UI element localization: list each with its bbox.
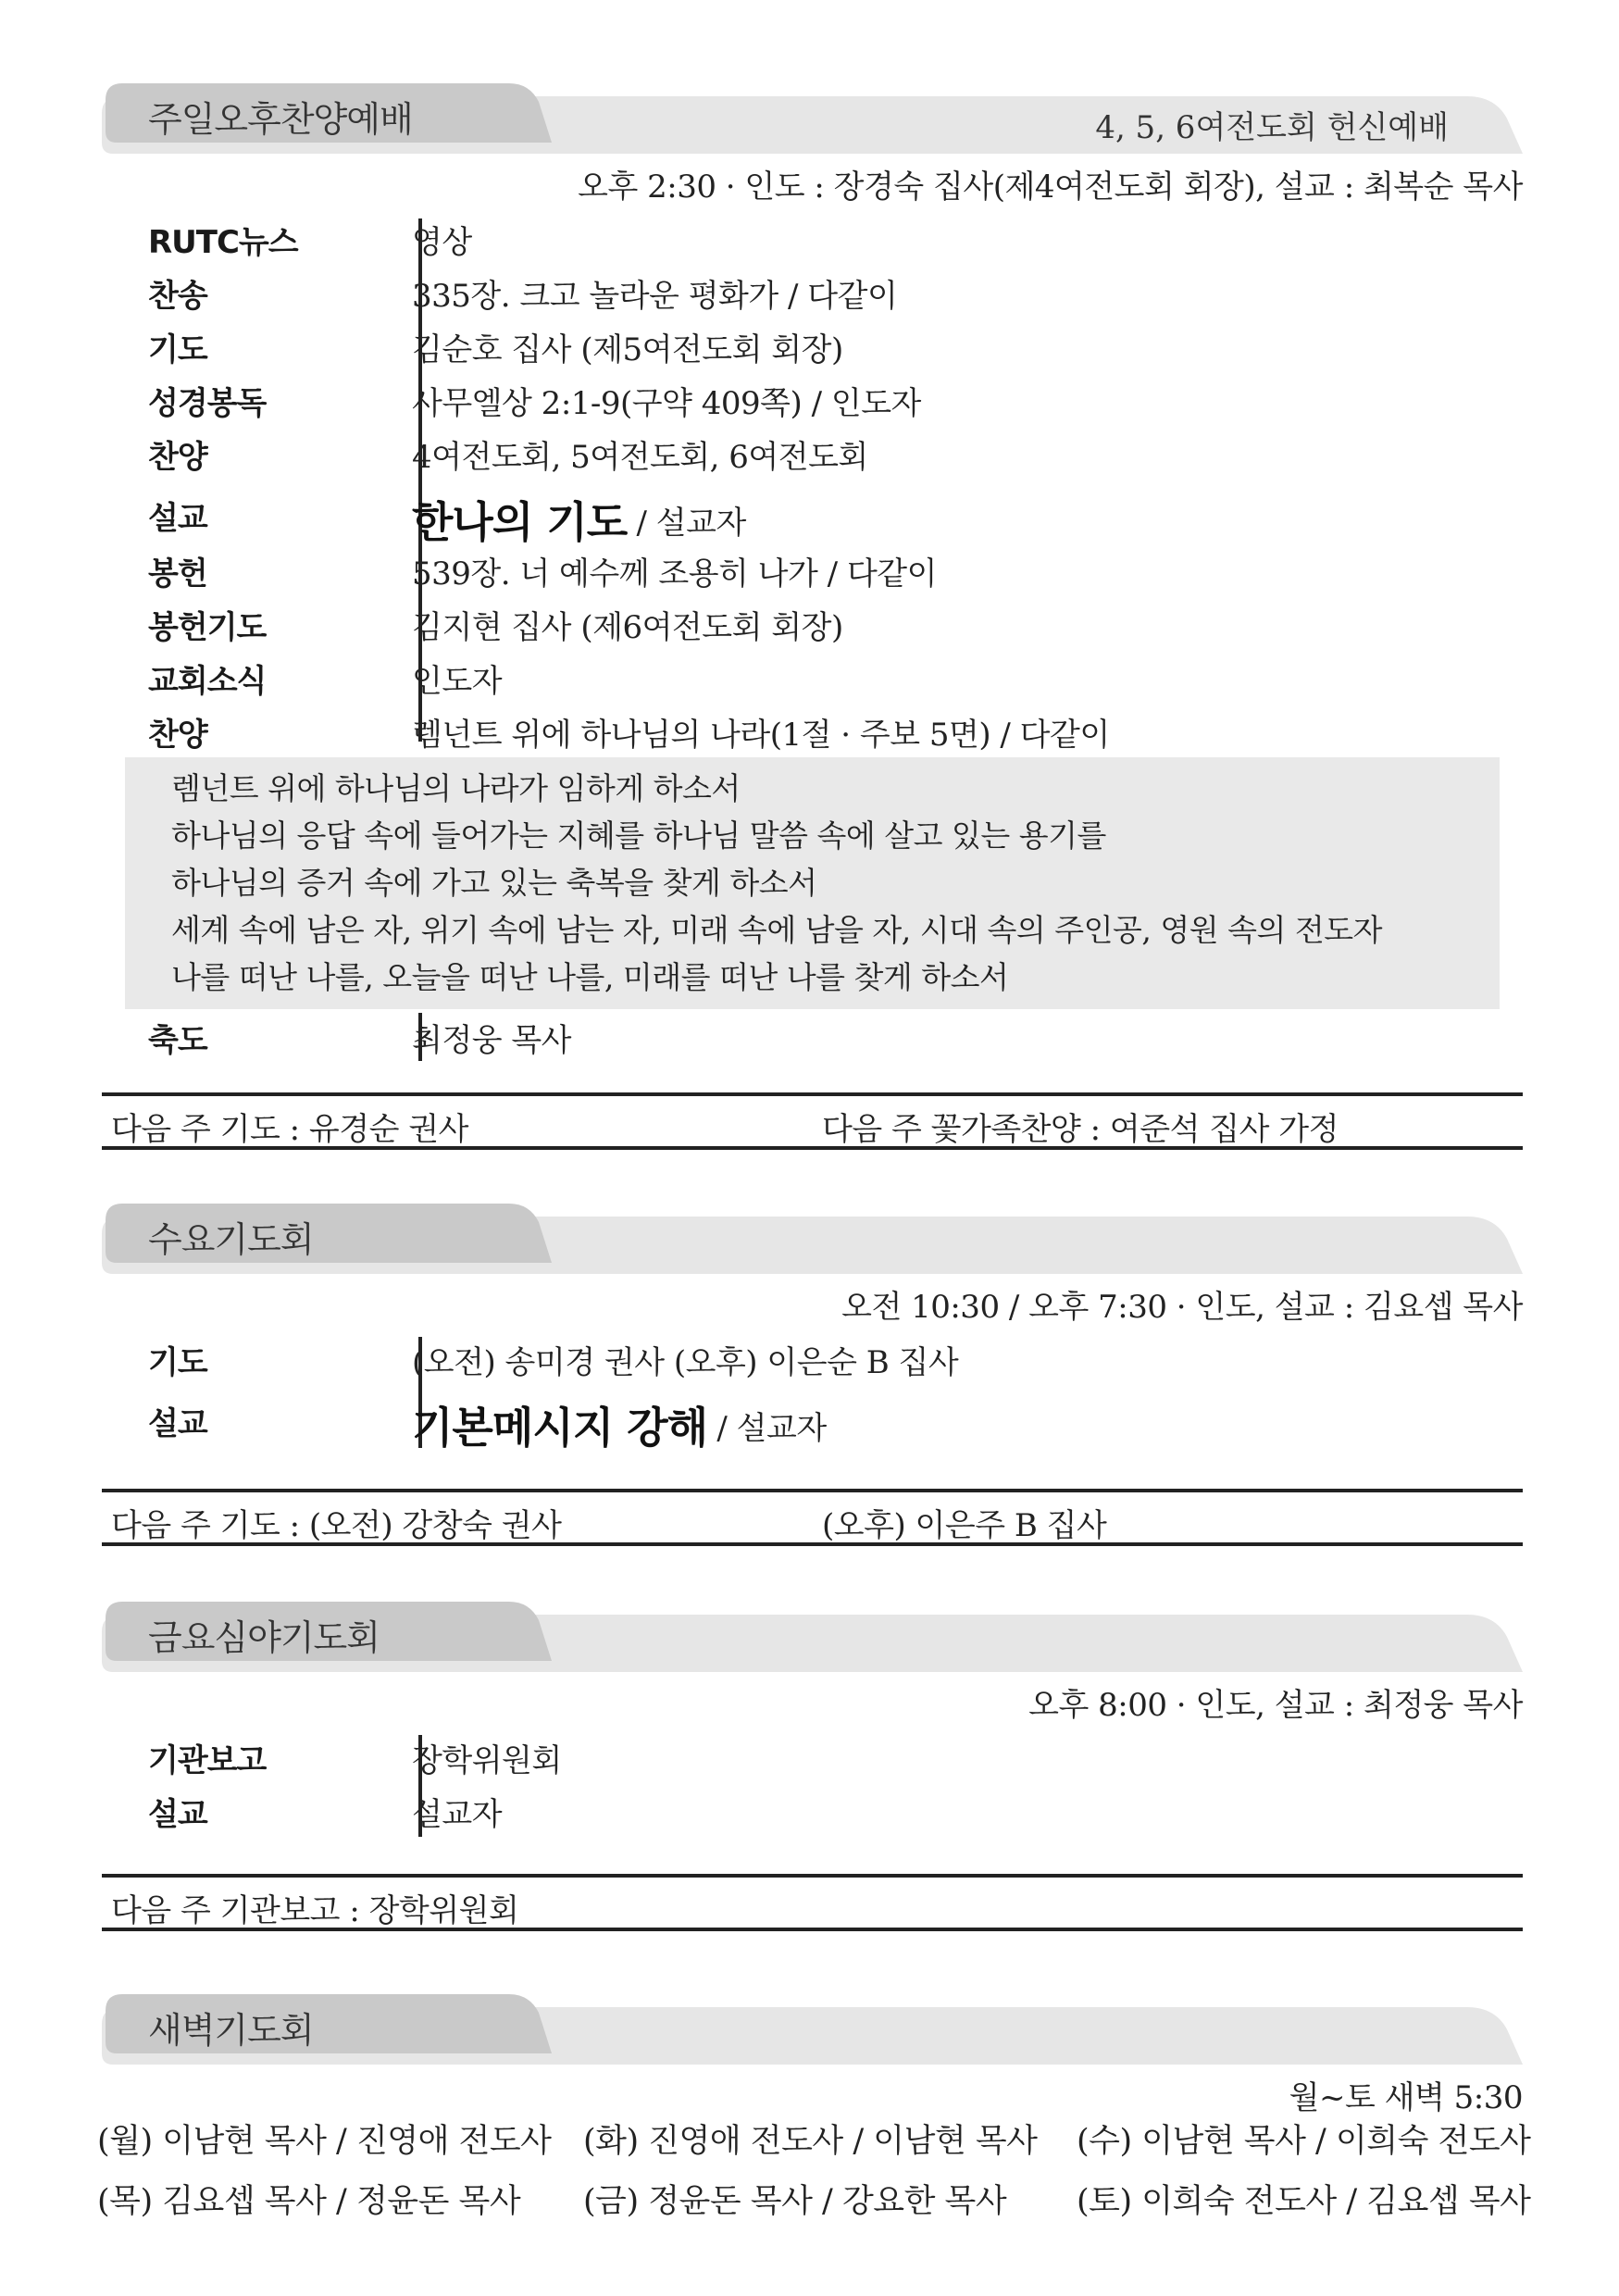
list-item-sermon — [139, 1385, 1523, 1453]
next-week-box — [102, 1489, 1523, 1546]
list-item — [139, 596, 1523, 650]
item-label: 기도 — [148, 1344, 207, 1381]
next-week-flower: 다음 주 꽃가족찬양 : 여준석 집사 가정 — [822, 1111, 1339, 1148]
next-week-box — [102, 1092, 1523, 1150]
section-subtitle: 4, 5, 6여전도회 헌신예배 — [1095, 109, 1449, 146]
dawn-schedule-fri: (금) 정윤돈 목사 / 강요한 목사 — [583, 2183, 1007, 2220]
item-value: 인도자 — [412, 663, 503, 700]
section-title: 새벽기도회 — [148, 2010, 314, 2051]
item-label: 기관보고 — [148, 1742, 267, 1779]
wednesday-prayer-section — [102, 1202, 1523, 1546]
list-item — [139, 426, 1523, 480]
item-label: 봉헌기도 — [148, 609, 267, 646]
section-title: 주일오후찬양예배 — [148, 99, 413, 140]
sunday-service-section — [102, 81, 1523, 1155]
item-value: 4여전도회, 5여전도회, 6여전도회 — [412, 439, 868, 476]
benediction-row — [139, 1009, 1523, 1063]
item-value — [412, 485, 746, 546]
item-label: 설교 — [148, 1796, 207, 1833]
item-label: 축도 — [148, 1022, 207, 1059]
sermon-suffix: / 설교자 — [627, 505, 746, 542]
header-tab-shape — [102, 1992, 1523, 2065]
list-item — [139, 211, 1523, 265]
dawn-schedule-thu: (목) 김요셉 목사 / 정윤돈 목사 — [97, 2183, 521, 2220]
next-week-prayer: 다음 주 기도 : 유경순 권사 — [111, 1111, 468, 1148]
lyrics-line: 하나님의 응답 속에 들어가는 지혜를 하나님 말씀 속에 살고 있는 용기를 — [171, 817, 1106, 854]
next-week-box — [102, 1874, 1523, 1931]
service-time: 오후 2:30 · 인도 : 장경숙 집사(제4여전도회 회장), 설교 : 최복순 목사 — [578, 168, 1523, 206]
item-value: 영상 — [412, 224, 472, 261]
list-item — [139, 265, 1523, 318]
item-value: 사무엘상 2:1-9(구약 409쪽) / 인도자 — [412, 385, 921, 422]
item-value: 장학위원회 — [412, 1742, 562, 1779]
item-label: 성경봉독 — [148, 385, 267, 422]
section-header — [102, 1600, 1523, 1672]
order-of-service — [139, 211, 1523, 757]
dawn-schedule-sat: (토) 이희숙 전도사 / 김요셉 목사 — [1077, 2183, 1531, 2220]
item-value: 설교자 — [412, 1796, 503, 1833]
order-of-service — [139, 1331, 1523, 1453]
item-value: 김지현 집사 (제6여전도회 회장) — [412, 609, 843, 646]
item-value: 335장. 크고 놀라운 평화가 / 다같이 — [412, 278, 898, 315]
service-time: 오전 10:30 / 오후 7:30 · 인도, 설교 : 김요셉 목사 — [841, 1289, 1523, 1326]
list-item — [139, 543, 1523, 596]
sermon-suffix: / 설교자 — [707, 1410, 827, 1447]
list-item — [139, 704, 1523, 757]
list-item — [139, 1331, 1523, 1385]
item-label: 기도 — [148, 331, 207, 368]
hymn-lyrics-box — [125, 757, 1500, 1009]
header-tab-shape — [102, 1202, 1523, 1274]
list-item — [139, 318, 1523, 372]
list-item — [139, 1009, 1523, 1063]
section-title: 수요기도회 — [148, 1219, 314, 1260]
lyrics-line: 나를 떠난 나를, 오늘을 떠난 나를, 미래를 떠난 나를 찾게 하소서 — [171, 959, 1009, 995]
lyrics-line: 렘넌트 위에 하나님의 나라가 임하게 하소서 — [171, 770, 741, 806]
item-value: (오전) 송미경 권사 (오후) 이은순 B 집사 — [412, 1344, 959, 1381]
item-label: 설교 — [148, 1405, 207, 1442]
section-header — [102, 81, 1523, 154]
service-time: 오후 8:00 · 인도, 설교 : 최정웅 목사 — [1028, 1687, 1523, 1724]
item-label: 찬양 — [148, 439, 207, 476]
section-title: 금요심야기도회 — [148, 1617, 380, 1658]
section-header — [102, 1202, 1523, 1274]
list-item — [139, 1783, 1523, 1837]
sermon-title: 기본메시지 강해 — [412, 1403, 708, 1453]
lyrics-line: 세계 속에 남은 자, 위기 속에 남는 자, 미래 속에 남을 자, 시대 속의 주인공, 영원 속의 전도자 — [171, 912, 1383, 948]
item-label: 설교 — [148, 500, 207, 537]
dawn-schedule-mon: (월) 이남현 목사 / 진영애 전도사 — [97, 2123, 552, 2160]
item-label: RUTC뉴스 — [148, 224, 298, 261]
dawn-schedule-wed: (수) 이남현 목사 / 이희숙 전도사 — [1077, 2123, 1531, 2160]
service-time: 월~토 새벽 5:30 — [1289, 2079, 1523, 2116]
item-value: 최정웅 목사 — [412, 1022, 572, 1059]
friday-prayer-section — [102, 1600, 1523, 1942]
item-label: 찬양 — [148, 717, 207, 754]
list-item — [139, 650, 1523, 704]
list-item-sermon — [139, 480, 1523, 547]
next-week-prayer: 다음 주 기도 : (오전) 강창숙 권사 — [111, 1507, 562, 1544]
list-item — [139, 372, 1523, 426]
order-of-service — [139, 1729, 1523, 1837]
item-value: 렘넌트 위에 하나님의 나라(1절 · 주보 5면) / 다같이 — [412, 717, 1110, 754]
item-label: 봉헌 — [148, 555, 207, 593]
item-label: 교회소식 — [148, 663, 267, 700]
item-value: 539장. 너 예수께 조용히 나가 / 다같이 — [412, 555, 937, 593]
lyrics-line: 하나님의 증거 속에 가고 있는 축복을 찾게 하소서 — [171, 865, 817, 901]
dawn-schedule-tue: (화) 진영애 전도사 / 이남현 목사 — [583, 2123, 1038, 2160]
next-week-report: 다음 주 기관보고 : 장학위원회 — [111, 1892, 519, 1929]
next-week-prayer-pm: (오후) 이은주 B 집사 — [822, 1507, 1107, 1544]
item-value: 김순호 집사 (제5여전도회 회장) — [412, 331, 843, 368]
list-item — [139, 1729, 1523, 1783]
sermon-title: 한나의 기도 — [412, 497, 628, 547]
item-value — [412, 1391, 827, 1452]
section-header — [102, 1992, 1523, 2065]
item-label: 찬송 — [148, 278, 207, 315]
